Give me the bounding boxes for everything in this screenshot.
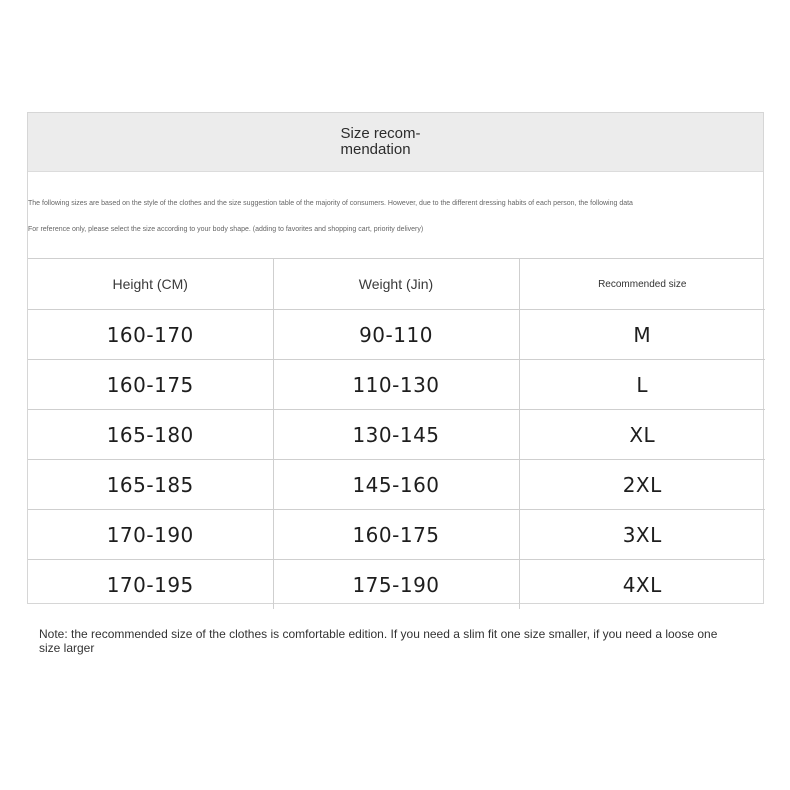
weight-cell: 110-130 <box>273 360 519 410</box>
height-cell: 160-175 <box>28 360 273 410</box>
size-cell: XL <box>519 410 765 460</box>
height-cell: 170-195 <box>28 560 273 610</box>
size-cell: 4XL <box>622 572 662 597</box>
size-cell: M <box>519 310 765 360</box>
weight-cell: 90-110 <box>273 310 519 360</box>
table-row <box>28 410 765 460</box>
size-cell: L <box>519 360 765 410</box>
height-cell: 165-185 <box>28 460 273 510</box>
table-row <box>28 510 765 560</box>
title-line-2: mendation <box>340 141 411 158</box>
weight-cell: 160-175 <box>273 510 519 560</box>
header-height: Height (CM) <box>28 259 273 310</box>
size-cell: 2XL <box>519 460 765 510</box>
page-title <box>341 126 451 158</box>
header-recommended-size: Recommended size <box>519 259 765 310</box>
height-cell: 165-180 <box>28 410 273 460</box>
table-row <box>28 360 765 410</box>
footnote: Note: the recommended size of the clothes is comfortable edition. If you need a slim fit one size smaller, if you need a loose one size larger <box>39 627 718 655</box>
intro-text <box>28 172 763 259</box>
title-line-1: Size recom- <box>340 125 421 142</box>
intro-line-1: The following sizes are based on the style of the clothes and the size suggestion table of the majority of consumers. However, due to the different dressing habits of each person, the following data <box>28 200 633 207</box>
height-cell: 160-170 <box>28 310 273 360</box>
height-cell: 170-190 <box>28 510 273 560</box>
size-table <box>28 259 765 609</box>
weight-cell: 130-145 <box>273 410 519 460</box>
size-chart <box>27 112 764 604</box>
table-row <box>28 310 765 360</box>
size-cell: 3XL <box>519 510 765 560</box>
title-bar <box>28 113 763 172</box>
table-header-row <box>28 259 765 310</box>
table-row <box>28 560 765 610</box>
header-weight: Weight (Jin) <box>273 259 519 310</box>
weight-cell: 175-190 <box>273 560 519 610</box>
table-row <box>28 460 765 510</box>
intro-line-2: For reference only, please select the size according to your body shape. (adding to favorites and shopping cart, priority delivery) <box>28 226 424 233</box>
weight-cell: 145-160 <box>273 460 519 510</box>
